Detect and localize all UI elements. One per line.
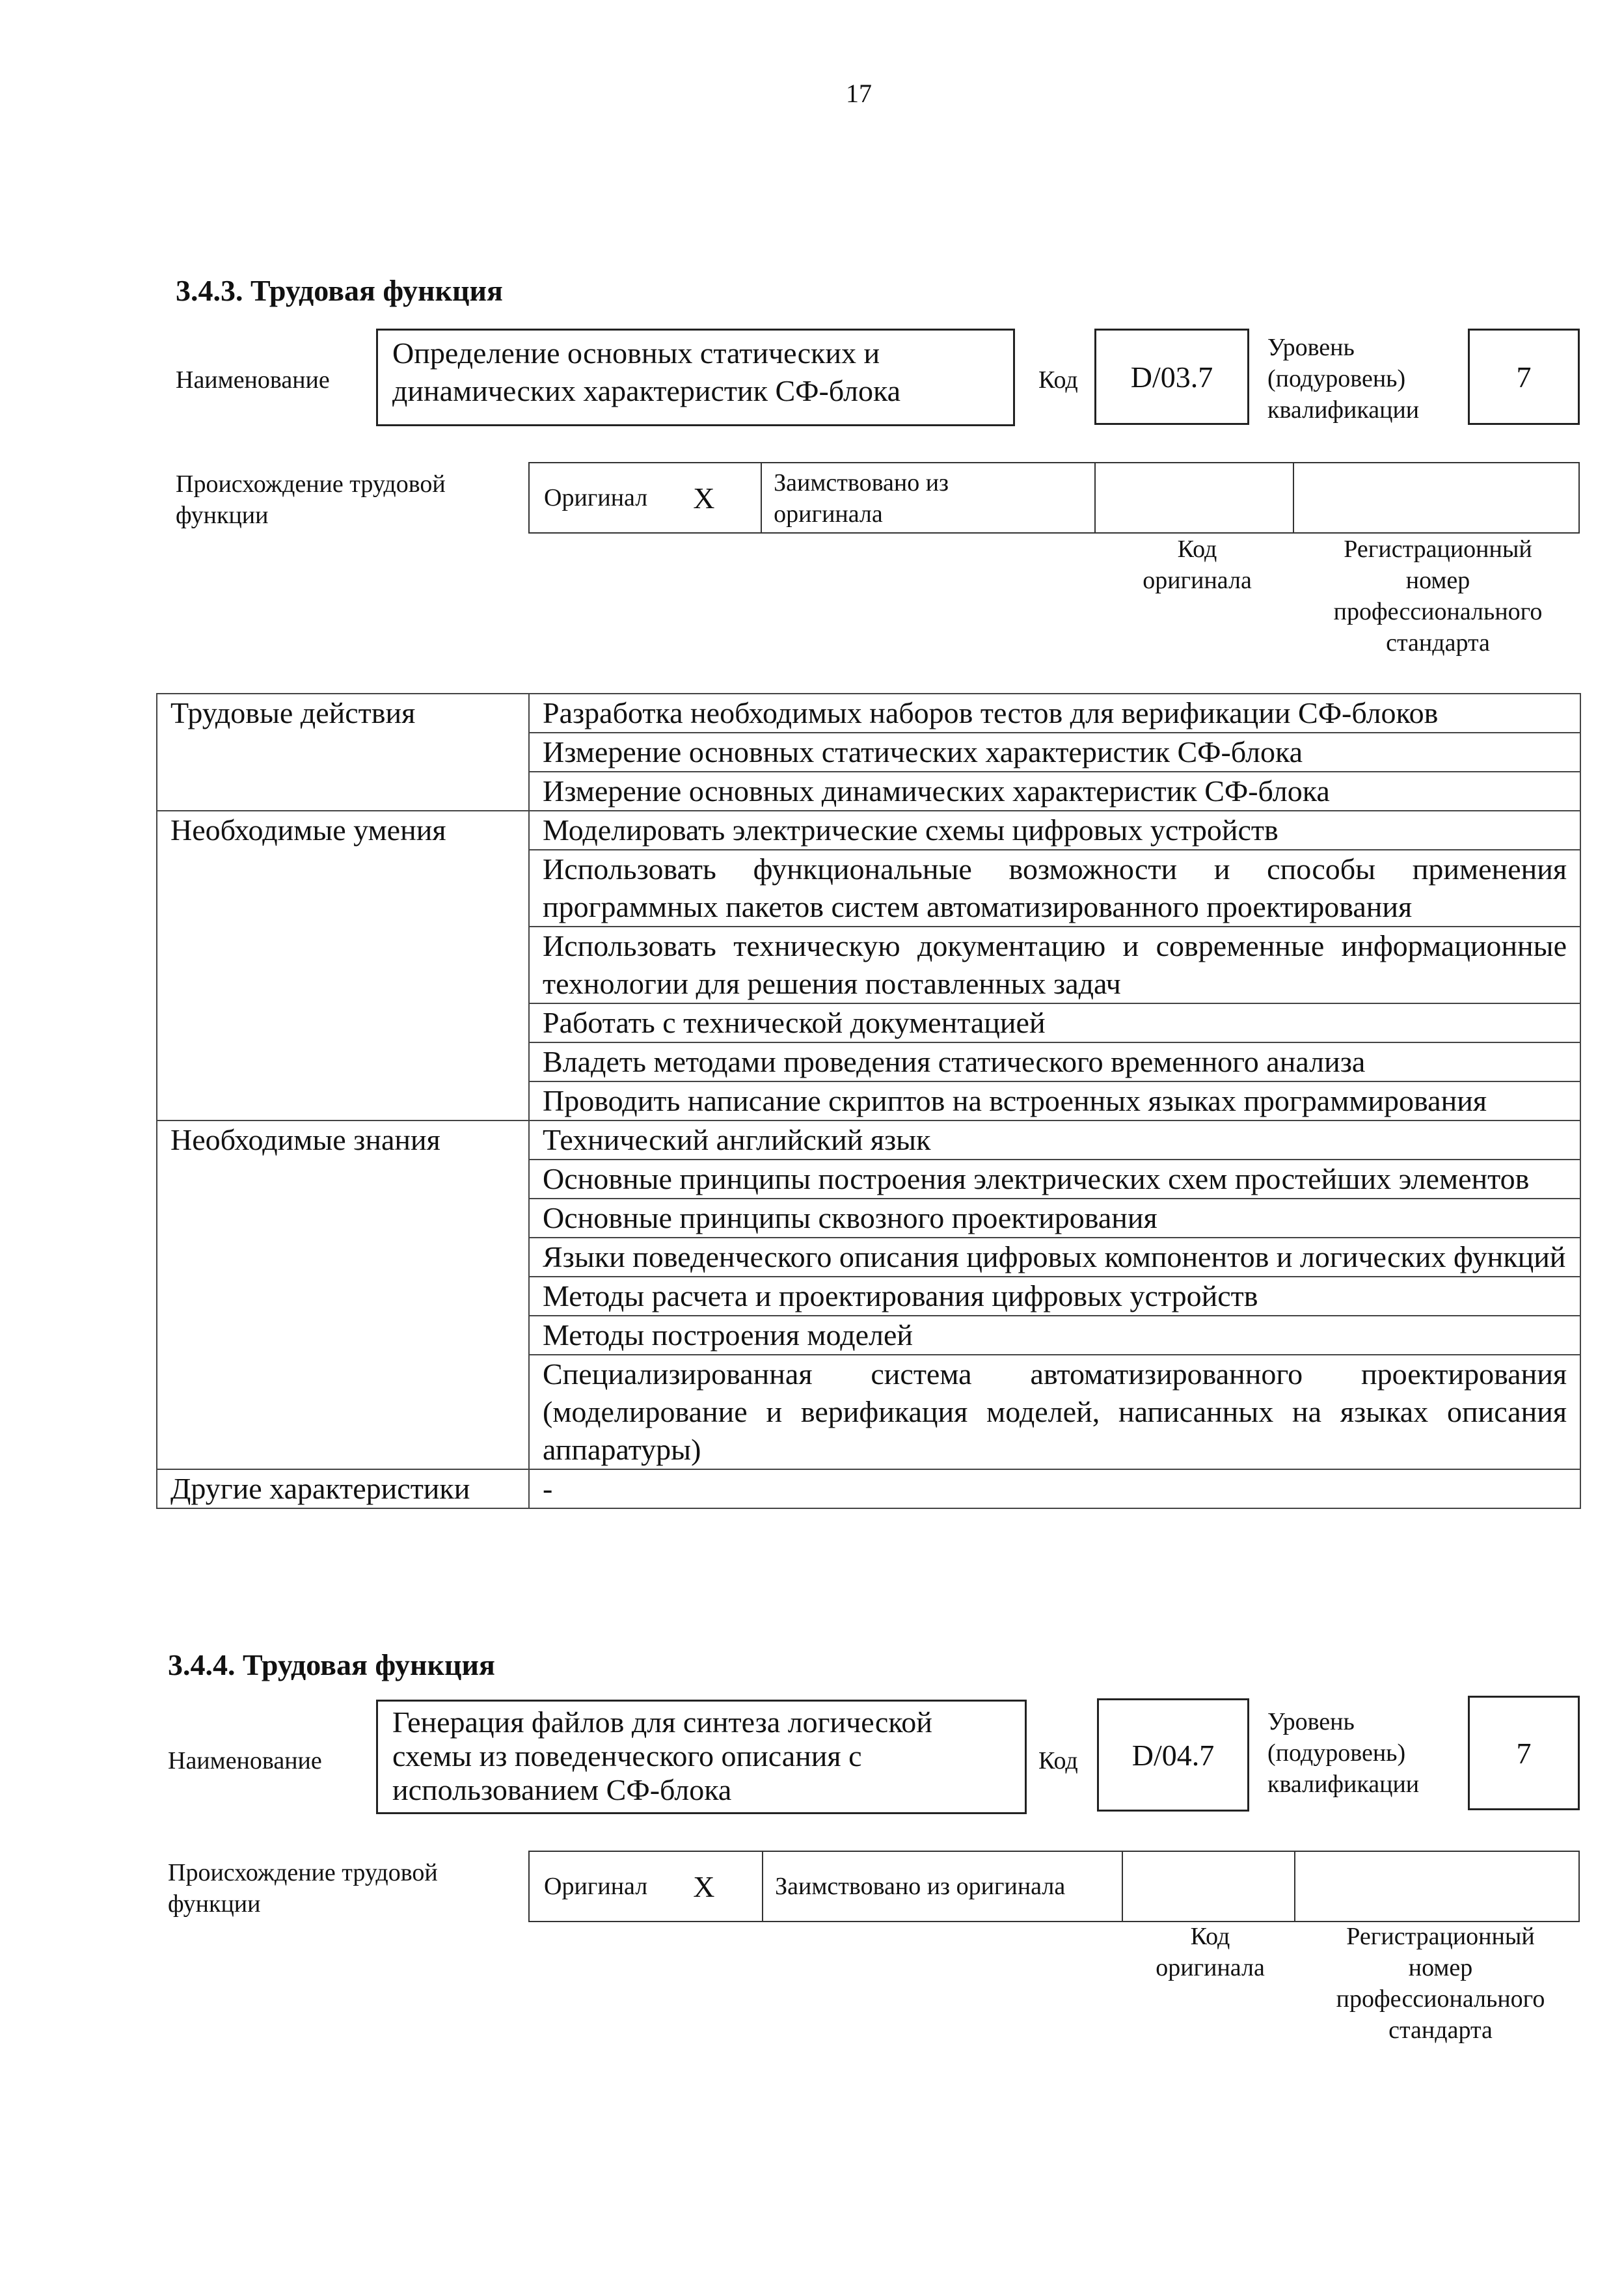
list-item: Технический английский язык [529,1121,1580,1160]
reg-number-caption: Регистрационный номер профессионального стандарта [1333,536,1543,657]
reg-number-cell [1295,1852,1578,1921]
table-row [157,850,1580,927]
function-name-line: Определение основных статических и [392,336,880,370]
list-item: Использовать функциональные возможности и способы применения программных пакетов систем автоматизированного проектирования [529,850,1580,927]
qualification-level: 7 [1516,1736,1532,1770]
other-value: - [529,1469,1580,1508]
reg-number-cell [1294,463,1578,532]
table-row [157,1469,1580,1508]
borrowed-cell: Заимствовано из оригинала [762,463,1096,532]
function-name-box [376,329,1015,426]
code-box [1094,329,1249,425]
function-name-line: схемы из поведенческого описания с [392,1739,862,1773]
list-item: Методы расчета и проектирования цифровых устройств [529,1277,1580,1316]
level-box [1468,329,1580,425]
original-code-cell [1123,1852,1295,1921]
original-mark: X [693,481,715,515]
origin-label: Происхождение трудовой функции [176,470,446,529]
list-item: Моделировать электрические схемы цифровых устройств [529,811,1580,850]
table-row [157,1316,1580,1355]
page-number: 17 [846,79,872,108]
list-item: Работать с технической документацией [529,1003,1580,1042]
table-row [157,733,1580,772]
list-item: Методы построения моделей [529,1316,1580,1355]
labor-actions-label: Трудовые действия [157,694,529,733]
code-label: Код [1038,1747,1078,1774]
origin-label: Происхождение трудовой функции [168,1859,438,1918]
table-row [157,811,1580,850]
original-code-cell [1096,463,1294,532]
list-item: Владеть методами проведения статического временного анализа [529,1042,1580,1081]
origin-row [528,1851,1580,1922]
list-item: Языки поведенческого описания цифровых компонентов и логических функций [529,1238,1580,1277]
level-label: Уровень (подуровень) квалификации [1267,334,1420,424]
code-label: Код [1038,366,1078,394]
level-label: Уровень (подуровень) квалификации [1267,1708,1420,1798]
reg-number-caption: Регистрационный номер профессионального стандарта [1336,1923,1545,2044]
skills-label: Необходимые умения [157,811,529,850]
function-name-line: динамических характеристик СФ-блока [392,374,901,407]
name-label: Наименование [168,1747,322,1774]
list-item: Измерение основных статических характеристик СФ-блока [529,733,1580,772]
table-row [157,1238,1580,1277]
table-row [157,1042,1580,1081]
origin-row [528,462,1580,534]
code-box [1097,1698,1249,1812]
list-item: Основные принципы построения электрических схем простейших элементов [529,1160,1580,1199]
table-row [157,1003,1580,1042]
function-name-line: использованием СФ-блока [392,1773,732,1806]
list-item: Основные принципы сквозного проектирования [529,1199,1580,1238]
name-label: Наименование [176,366,330,394]
original-cell: Оригинал X [530,1852,763,1921]
table-row [157,772,1580,811]
table-row [157,1160,1580,1199]
original-mark: X [693,1869,715,1903]
list-item: Разработка необходимых наборов тестов для верификации СФ-блоков [529,694,1580,733]
table-row [157,1277,1580,1316]
function-code: D/04.7 [1131,1738,1215,1772]
table-row [157,694,1580,733]
level-box [1468,1696,1580,1810]
borrowed-cell: Заимствовано из оригинала [763,1852,1123,1921]
list-item: Измерение основных динамических характеристик СФ-блока [529,772,1580,811]
other-label: Другие характеристики [157,1469,529,1508]
list-item: Проводить написание скриптов на встроенных языках программирования [529,1081,1580,1121]
original-cell: Оригинал X [530,463,762,532]
table-row [157,1199,1580,1238]
table-row [157,1121,1580,1160]
list-item: Использовать техническую документацию и современные информационные технологии для решения поставленных задач [529,927,1580,1003]
function-table [156,693,1581,1509]
table-row [157,927,1580,1003]
function-code: D/03.7 [1130,360,1213,394]
function-name-line: Генерация файлов для синтеза логической [392,1705,932,1739]
table-row [157,1355,1580,1469]
table-row [157,1081,1580,1121]
code-original-caption: Код оригинала [1156,1923,1265,1981]
list-item: Специализированная система автоматизированного проектирования (моделирование и верификация моделей, написанных на языках описания аппаратуры) [529,1355,1580,1469]
qualification-level: 7 [1516,360,1532,394]
function-name-box [376,1700,1027,1814]
code-original-caption: Код оригинала [1143,536,1252,594]
section-title-3-4-3: 3.4.3. Трудовая функция [176,274,503,307]
section-title-3-4-4: 3.4.4. Трудовая функция [168,1648,495,1681]
knowledge-label: Необходимые знания [157,1121,529,1160]
